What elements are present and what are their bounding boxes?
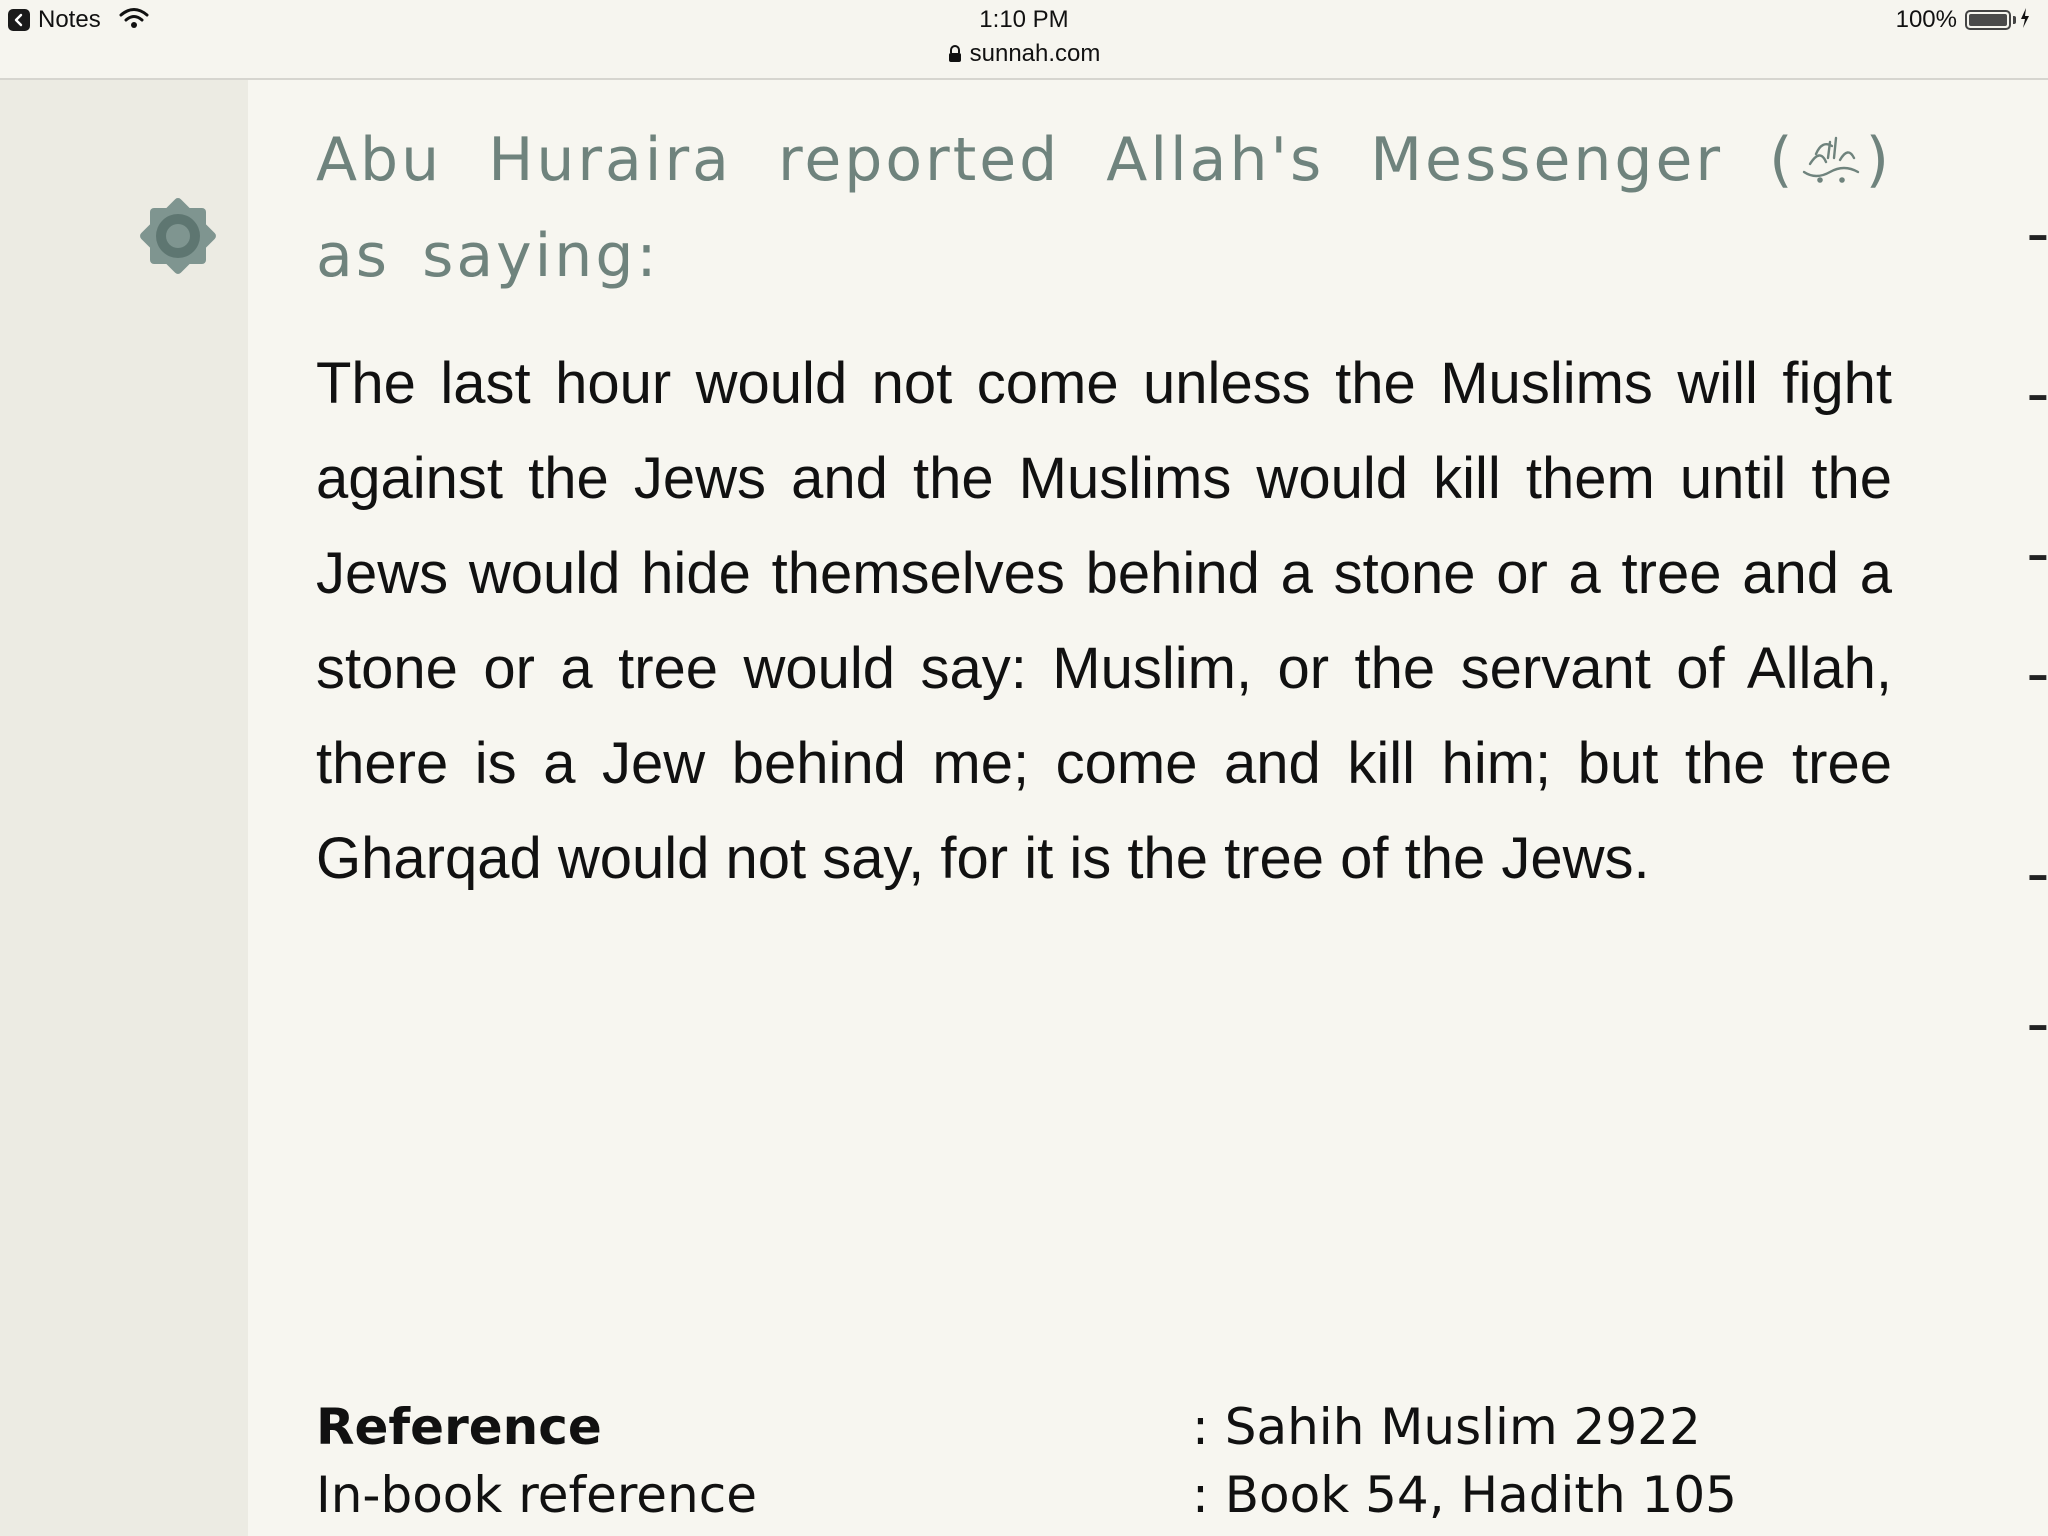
back-app-label: Notes	[38, 6, 101, 33]
hadith-narrator	[316, 112, 1892, 304]
hadith-text: The last hour would not come unless the Muslims will fight against the Jews and the Muslims would kill them until the Jews would hide themselves behind a stone or a tree and a stone or a tree would say: Muslim, or the servant of Allah, there is a Jew behind me; come and kill him; but the tree Gharqad would not say, for it is the tree of the Jews.	[316, 351, 1892, 891]
narrator-text-start: Abu Huraira reported Allah's Messenger (	[316, 125, 1796, 195]
battery-percent: 100%	[1895, 6, 1957, 33]
status-time: 1:10 PM	[979, 6, 1069, 33]
battery-icon	[1965, 10, 2011, 30]
left-margin	[0, 80, 248, 1536]
salla-allahu-alayhi-wa-sallam-icon	[1796, 128, 1866, 188]
url-text: sunnah.com	[969, 40, 1101, 67]
in-book-reference-value[interactable]: : Book 54, Hadith 105	[1192, 1466, 1737, 1524]
battery-fill	[1969, 14, 2007, 26]
narrator-text-end: ) as saying:	[316, 125, 1892, 291]
hadith-star-ornament-icon	[130, 188, 226, 288]
reference-label: Reference	[316, 1398, 602, 1456]
battery-cap	[2013, 16, 2016, 24]
address-bar[interactable]	[0, 40, 2048, 70]
status-bar	[0, 0, 2048, 80]
in-book-reference-label: In-book reference	[316, 1466, 757, 1524]
lock-icon	[948, 42, 962, 70]
battery-status	[1896, 6, 2030, 34]
reference-value[interactable]: : Sahih Muslim 2922	[1192, 1398, 1701, 1456]
charging-bolt-icon	[2020, 8, 2030, 32]
arabic-text-column-edge: ـ ـ ـ ـ ـ ـ	[2030, 190, 2046, 1043]
